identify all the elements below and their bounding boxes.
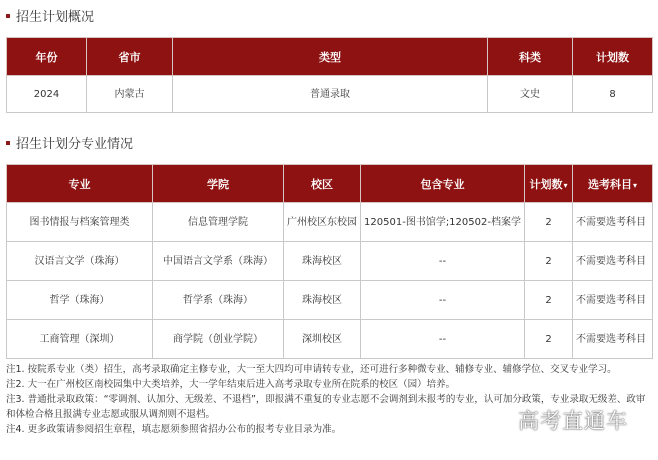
majors-header-major: 专业 [7, 165, 153, 203]
required-subjects: 不需要选考科目 [573, 203, 653, 242]
sort-arrows-icon[interactable]: ▾ [563, 180, 568, 190]
majors-title: 招生计划分专业情况 [16, 137, 134, 152]
overview-year: 2024 [7, 76, 87, 113]
required-subjects: 不需要选考科目 [573, 281, 653, 320]
note-item: 注3. 普通批录取政策：“零调剂、认加分、无级差、不退档”，即报满不重复的专业志愿不会调剂到未报考的专业，认可加分政策，专业录取无级差、政审和体检合格且报满专业志愿或服从调剂则不退档。 [6, 394, 646, 420]
majors-header-included: 包含专业 [361, 165, 525, 203]
table-row [7, 203, 653, 242]
overview-section-title [6, 6, 94, 25]
note-item: 注2. 大一在广州校区南校园集中大类培养，大一学年结束后进入高考录取专业所在院系的校区（园）培养。 [6, 379, 456, 390]
overview-header-plan: 计划数 [573, 38, 653, 76]
overview-header-year: 年份 [7, 38, 87, 76]
subjects-header-label: 选考科目 [587, 177, 632, 191]
watermark: 高考直通车 [518, 409, 628, 433]
major-name: 工商管理（深圳） [7, 320, 153, 359]
campus-name: 珠海校区 [284, 242, 361, 281]
plan-count: 2 [525, 242, 573, 281]
majors-section-title [6, 133, 133, 152]
overview-title: 招生计划概况 [16, 10, 95, 25]
sort-arrows-icon[interactable]: ▾ [632, 180, 637, 190]
college-name: 商学院（创业学院） [153, 320, 284, 359]
college-name: 中国语言文学系（珠海） [153, 242, 284, 281]
included-majors: 120501-图书馆学;120502-档案学 [361, 203, 525, 242]
included-majors: -- [361, 320, 525, 359]
plan-count: 2 [525, 320, 573, 359]
campus-name: 珠海校区 [284, 281, 361, 320]
majors-header-row [7, 165, 653, 203]
campus-name: 深圳校区 [284, 320, 361, 359]
overview-header-type: 类型 [173, 38, 488, 76]
bullet-icon [6, 14, 10, 18]
included-majors: -- [361, 281, 525, 320]
note-item: 注4. 更多政策请参阅招生章程，填志愿须参照省招办公布的报考专业目录为准。 [6, 424, 342, 435]
majors-header-subjects[interactable] [573, 165, 653, 203]
table-row [7, 320, 653, 359]
majors-header-college: 学院 [153, 165, 284, 203]
required-subjects: 不需要选考科目 [573, 242, 653, 281]
plan-header-label: 计划数 [529, 177, 563, 191]
table-row [7, 281, 653, 320]
majors-table [6, 164, 653, 359]
overview-type: 普通录取 [173, 76, 488, 113]
majors-header-plan[interactable] [525, 165, 573, 203]
required-subjects: 不需要选考科目 [573, 320, 653, 359]
campus-name: 广州校区东校园 [284, 203, 361, 242]
plan-count: 2 [525, 281, 573, 320]
majors-header-campus: 校区 [284, 165, 361, 203]
major-name: 图书情报与档案管理类 [7, 203, 153, 242]
overview-header-row [7, 38, 653, 76]
college-name: 哲学系（珠海） [153, 281, 284, 320]
overview-header-category: 科类 [488, 38, 573, 76]
table-row [7, 76, 653, 113]
overview-header-province: 省市 [87, 38, 173, 76]
note-item: 注1. 按院系专业（类）招生，高考录取确定主修专业，大一至大四均可申请转专业，还可进行多种微专业、辅修专业、辅修学位、交叉专业学习。 [6, 364, 617, 375]
table-row [7, 242, 653, 281]
bullet-icon [6, 141, 10, 145]
included-majors: -- [361, 242, 525, 281]
overview-province: 内蒙古 [87, 76, 173, 113]
college-name: 信息管理学院 [153, 203, 284, 242]
major-name: 哲学（珠海） [7, 281, 153, 320]
plan-count: 2 [525, 203, 573, 242]
overview-plan: 8 [573, 76, 653, 113]
major-name: 汉语言文学（珠海） [7, 242, 153, 281]
overview-category: 文史 [488, 76, 573, 113]
overview-table [6, 37, 653, 113]
